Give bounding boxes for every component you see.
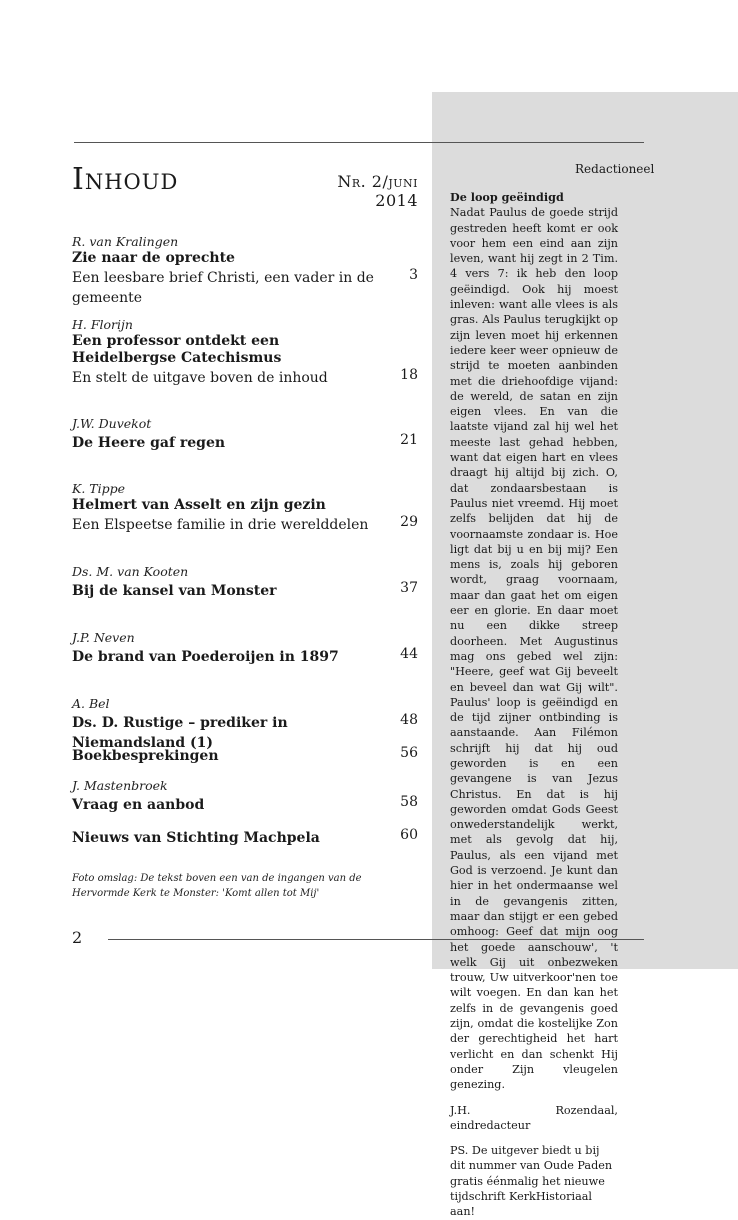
page-number: 2: [72, 928, 83, 947]
editorial-body: [450, 205, 618, 1092]
entry-title: Boekbesprekingen: [72, 748, 219, 764]
entry-title: Nieuws van Stichting Machpela: [72, 830, 320, 846]
page-title: Inhoud: [72, 162, 179, 197]
top-rule: [74, 142, 644, 143]
entry-title: De Heere gaf regen: [72, 435, 226, 451]
entry-subtitle: En stelt de uitgave boven de inhoud: [72, 370, 328, 386]
entry-page: 37: [400, 580, 418, 596]
entry-author: A. Bel: [72, 696, 110, 711]
toc-entry[interactable]: [72, 696, 418, 752]
entry-author: H. Florijn: [72, 317, 133, 332]
entry-page: 29: [400, 514, 418, 530]
entry-title: Een professor ontdekt een Heidelbergse Catechismus: [72, 333, 282, 366]
toc-entry[interactable]: [72, 234, 418, 307]
entry-page: 21: [400, 432, 418, 448]
entry-title: De brand van Poederoijen in 1897: [72, 649, 339, 665]
editorial-postscript: PS. De uitgever biedt u bij dit nummer van Oude Paden gratis éénmalig het nieuwe tijdschrift KerkHistoriaal aan!: [450, 1144, 613, 1219]
editorial-heading: De loop geëindigd: [450, 190, 564, 204]
entry-page: 3: [409, 267, 418, 283]
entry-page: 48: [400, 712, 418, 728]
toc-entry[interactable]: [72, 630, 418, 666]
entry-page: 56: [400, 745, 418, 761]
issue-label: Nr. 2/juni 2014: [337, 172, 418, 210]
entry-title: Zie naar de oprechte: [72, 250, 235, 266]
toc-entry[interactable]: [72, 564, 418, 600]
entry-title: Ds. D. Rustige – prediker in Niemandsland (1): [72, 715, 288, 751]
editorial-text: Nadat Paulus de goede strijd gestreden heeft komt er ook voor hem een eind aan zijn leven, want hij zegt in 2 Tim. 4 vers 7: ik heb den loop geëindigd. Ook hij moest inleven: want alle vlees is als gras. Als Paulus terugkijkt op zijn leven moet hij erkennen iedere keer weer opnieuw de strijd te moeten aanbinden met die driehoofdige vijand: de wereld, de satan en zijn eigen vlees. En van die laatste vijand zal hij wel het meeste last gehad hebben, want dat eigen hart en vlees draagt hij altijd bij zich. O, dat zondaarsbestaan is Paulus niet vreemd. Hij moet zelfs belijden dat hij de voornaamste zondaar is. Hoe ligt dat bij u en bij mij? Een mens is, zoals hij geboren wordt, graag voornaam, maar dan gaat het om eigen eer en glorie. En daar moet nu een dikke streep doorheen. Met Augustinus mag ons gebed wel zijn: "Heere, geef wat Gij beveelt en beveel dan wat Gij wilt". Paulus' loop is geëindigd en de tijd zijner ontbinding is aanstaande. Aan Filémon schrijft hij dat hij oud geworden is en een gevangene is van Jezus Christus. En dat is hij geworden omdat Gods Geest onwederstandelijk werkt, met als gevolg dat hij, Paulus, als een vijand met God is verzoend. Je kunt dan hier in het ondermaanse wel in de gevangenis zitten, maar dan stijgt er een gebed omhoog: Geef dat mijn oog het goede aanschouw', 't welk Gij uit onbezweken trouw, Uw uitverkoor'nen toe wilt voegen. En dan kan het zelfs in de gevangenis goed zijn, omdat die kostelijke Zon der gerechtigheid het hart verlicht en dan schenkt Hij onder Zijn vleugelen genezing.: [450, 206, 618, 1092]
entry-page: 60: [400, 827, 418, 843]
entry-page: 18: [400, 367, 418, 383]
entry-title: Bij de kansel van Monster: [72, 583, 277, 599]
entry-subtitle: Een leesbare brief Christi, een vader in de gemeente: [72, 270, 374, 306]
editorial-signature: J.H. Rozendaal, eindredacteur: [450, 1103, 618, 1132]
entry-author: J. Mastenbroek: [72, 778, 168, 793]
entry-author: Ds. M. van Kooten: [72, 564, 189, 579]
toc-entry[interactable]: [72, 778, 418, 814]
entry-page: 58: [400, 794, 418, 810]
entry-page: 44: [400, 646, 418, 662]
toc-entry[interactable]: [72, 416, 418, 452]
cover-photo-caption: Foto omslag: De tekst boven een van de ingangen van de Hervormde Kerk te Monster: 'Komt allen tot Mij': [72, 873, 362, 899]
entry-subtitle: Een Elspeetse familie in drie werelddelen: [72, 517, 369, 533]
toc-entry[interactable]: [72, 481, 418, 534]
section-label: Redactioneel: [575, 162, 655, 176]
entry-author: R. van Kralingen: [72, 234, 179, 249]
entry-author: J.P. Neven: [72, 630, 135, 645]
toc-entry[interactable]: [72, 317, 418, 387]
entry-title: Helmert van Asselt en zijn gezin: [72, 497, 326, 513]
entry-title: Vraag en aanbod: [72, 797, 205, 813]
toc-entry[interactable]: [72, 745, 418, 765]
entry-author: K. Tippe: [72, 481, 126, 496]
toc-entry[interactable]: [72, 827, 418, 847]
editorial-column: [450, 190, 618, 1220]
entry-author: J.W. Duvekot: [72, 416, 152, 431]
